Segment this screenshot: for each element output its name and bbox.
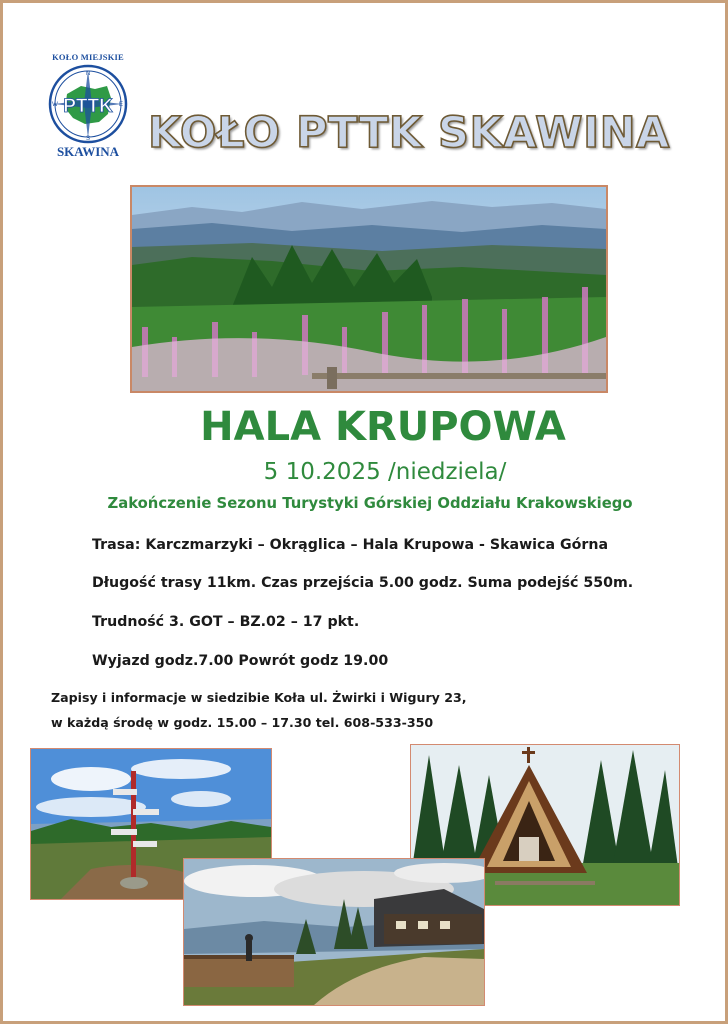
pttk-logo: [42, 48, 134, 160]
difficulty-line: Trudność 3. GOT – BZ.02 – 17 pkt.: [92, 614, 360, 630]
photo-mountain-hut: [183, 858, 485, 1006]
distance-line: Długość trasy 11km. Czas przejścia 5.00 godz. Suma podejść 550m.: [92, 575, 634, 591]
svg-text:W: W: [52, 102, 58, 108]
logo-top-text: KOŁO MIEJSKIE: [52, 52, 124, 62]
compass-icon: [45, 62, 131, 146]
event-title: HALA KRUPOWA: [200, 404, 566, 450]
svg-text:E: E: [118, 102, 124, 108]
contact-line-1: Zapisy i informacje w siedzibie Koła ul. Żwirki i Wigury 23,: [51, 690, 467, 705]
logo-bottom-text: SKAWINA: [56, 144, 120, 159]
route-line: Trasa: Karczmarzyki – Okrąglica – Hala Krupowa - Skawica Górna: [92, 537, 609, 553]
hero-photo-mountains: [130, 185, 608, 393]
logo-center-text: PTTK: [63, 96, 113, 117]
page-title: KOŁO PTTK SKAWINA: [148, 108, 670, 158]
event-subtitle: Zakończenie Sezonu Turystyki Górskiej Oddziału Krakowskiego: [107, 495, 633, 512]
event-date: 5 10.2025 /niedziela/: [263, 459, 507, 485]
schedule-line: Wyjazd godz.7.00 Powrót godz 19.00: [92, 653, 389, 669]
contact-line-2: w każdą środę w godz. 15.00 – 17.30 tel. 608-533-350: [51, 715, 434, 730]
svg-text:S: S: [85, 136, 91, 142]
svg-text:N: N: [85, 71, 91, 77]
